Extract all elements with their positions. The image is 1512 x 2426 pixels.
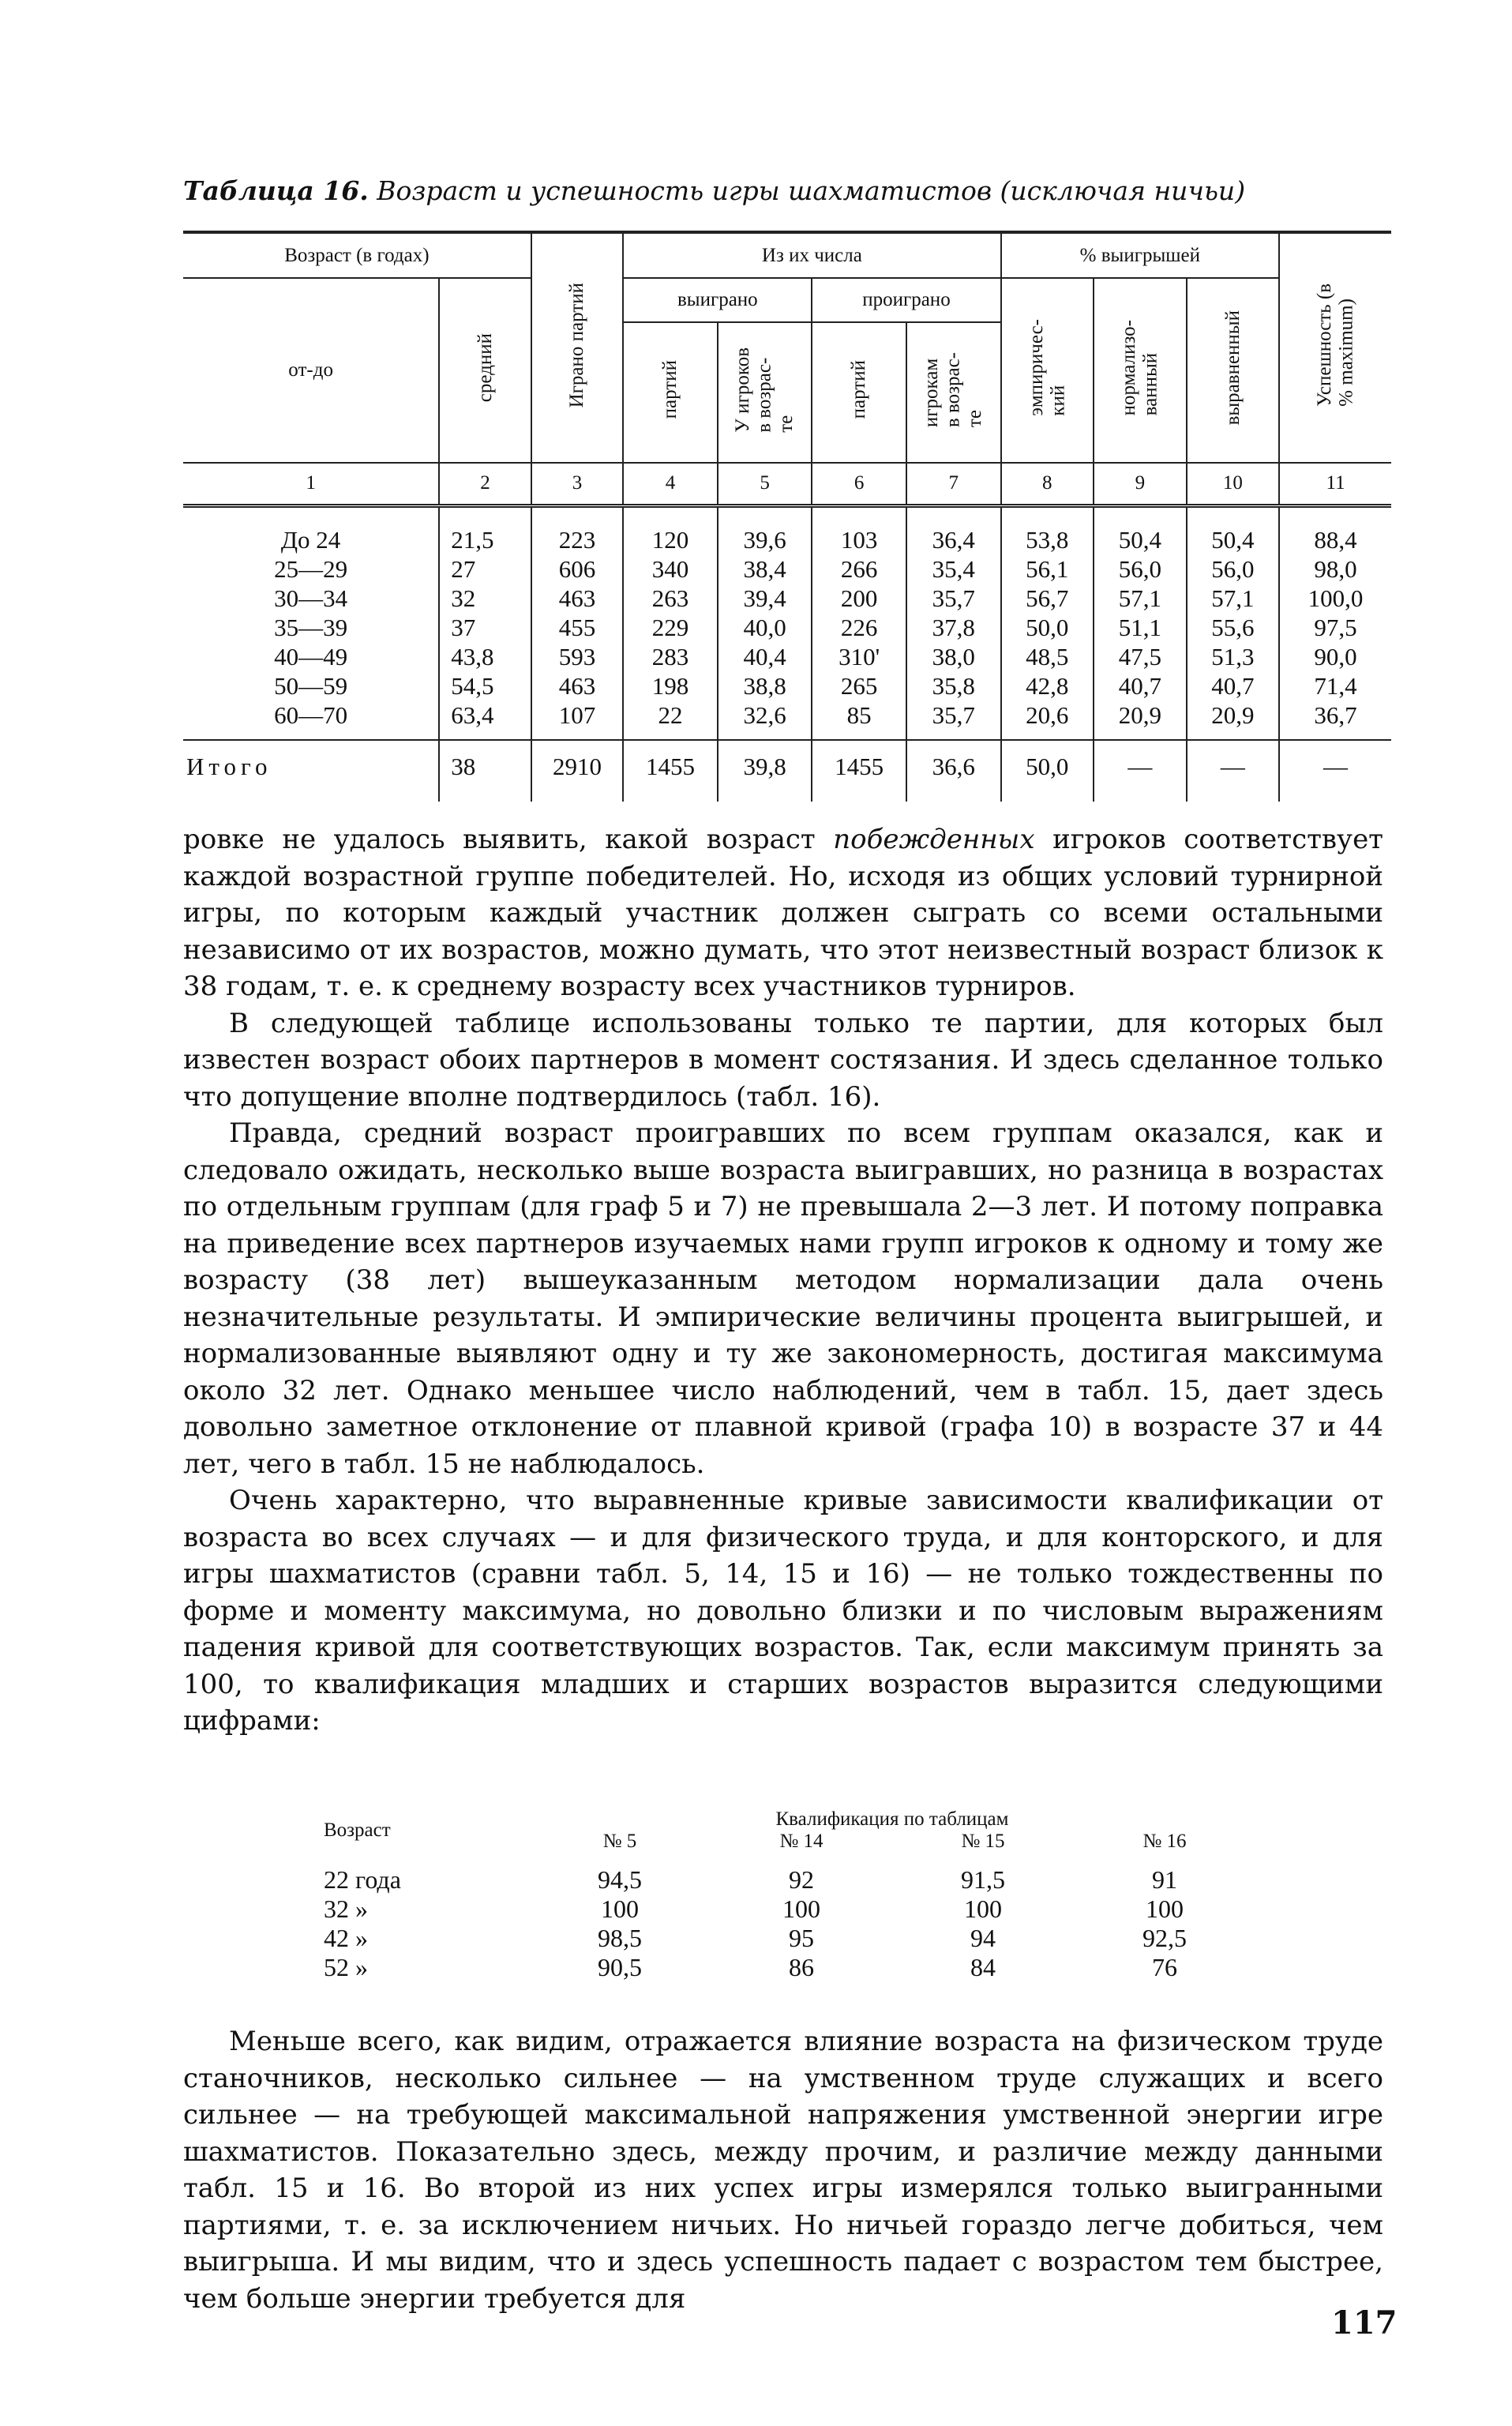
col-number: 5 bbox=[718, 463, 812, 506]
total-cell: 36,6 bbox=[906, 740, 1001, 802]
small-row: 32 » 100 100 100 100 bbox=[324, 1895, 1184, 1923]
table-title: Возраст и успешность игры шахматистов (исключая ничьи) bbox=[377, 175, 1246, 206]
header-games-played: Игрaно партий bbox=[531, 232, 624, 463]
small-col-header: № 16 bbox=[1142, 1831, 1187, 1852]
lost-age: 36,4 35,4 35,7 37,8 38,0 35,8 35,7 bbox=[906, 506, 1001, 741]
paragraph: Очень характерно, что выравненные кривые зависимости квалификации от возраста во всех случаях — и для физического труда, и для конторского, и для игры шахматистов (сравни табл. 5, 14, 15 и 16) — не только тождественны по форме и моменту максимума, но довольно близки и по числовым выражениям падения кривой для соответствующих возрастов. Так, если максимум принять за 100, то квалификация младших и старших возрастов выразится следующими цифрами: bbox=[183, 1485, 1383, 1737]
small-col-header: № 5 bbox=[602, 1831, 637, 1852]
paragraph: В следующей таблице использованы только те партии, для которых был известен возраст обоих партнеров в момент состязания. И здесь сделанное только что допущение вполне подтвердилось (табл. 16). bbox=[183, 1007, 1383, 1113]
header-lost-games: партий bbox=[812, 322, 906, 463]
table-label: Таблица 16. bbox=[183, 175, 369, 206]
header-lost: проиграно bbox=[812, 278, 1000, 322]
total-row bbox=[183, 740, 1391, 802]
total-label: Итого bbox=[183, 740, 439, 802]
col-number: 3 bbox=[531, 463, 624, 506]
header-success: Успешность (в % maximum) bbox=[1279, 232, 1391, 463]
total-cell: 2910 bbox=[531, 740, 624, 802]
header-won-games: партий bbox=[623, 322, 718, 463]
total-cell: — bbox=[1094, 740, 1187, 802]
col-number: 11 bbox=[1279, 463, 1391, 506]
total-cell: 1455 bbox=[623, 740, 718, 802]
qualification-table bbox=[324, 1808, 1255, 1982]
total-cell: — bbox=[1279, 740, 1391, 802]
table-caption bbox=[183, 175, 1383, 206]
header-lost-age: игрокам в возрас- те bbox=[906, 322, 1001, 463]
header-normalized: нормализо- ванный bbox=[1094, 278, 1187, 463]
col-number: 2 bbox=[439, 463, 531, 506]
won-games: 120 340 263 229 283 198 22 bbox=[623, 506, 718, 741]
col-number: 4 bbox=[623, 463, 718, 506]
header-empirical: эмпиричес- кий bbox=[1001, 278, 1094, 463]
col-number: 7 bbox=[906, 463, 1001, 506]
body-text-upper bbox=[183, 821, 1383, 1740]
body-text-lower bbox=[183, 2023, 1383, 2317]
header-average: средний bbox=[439, 278, 531, 463]
games-played: 223 606 463 455 593 463 107 bbox=[531, 506, 624, 741]
small-group-header: Квалификация по таблицам bbox=[775, 1808, 1009, 1830]
paragraph: Правда, средний возраст проигравших по всем группам оказался, как и следовало ожидать, несколько выше возраста выигравших, но разница в возрастах по отдельным группам (для граф 5 и 7) не превышала 2—3 лет. И потому поправка на приведение всех партнеров изучаемых нами групп игроков к одному и тому же возрасту (38 лет) вышеуказанным методом нормализации дала очень незначительные результаты. И эмпирические величины процента выигрышей, и нормализованные выявляют одну и ту же закономерность, достигая максимума около 32 лет. Однако меньшее число наблюдений, чем в табл. 15, дает здесь довольно заметное отклонение от плавной кривой (графа 10) в возрасте 37 и 44 лет, чего в табл. 15 не наблюдалось. bbox=[183, 1117, 1383, 1480]
col-number: 9 bbox=[1094, 463, 1187, 506]
small-col-header: № 15 bbox=[961, 1831, 1005, 1852]
age-ranges: До 24 25—29 30—34 35—39 40—49 50—59 60—70 bbox=[183, 506, 439, 741]
won-age: 39,6 38,4 39,4 40,0 40,4 38,8 32,6 bbox=[718, 506, 812, 741]
col-number: 1 bbox=[183, 463, 439, 506]
header-won: выиграно bbox=[623, 278, 812, 322]
small-age-header: Возраст bbox=[324, 1820, 391, 1841]
total-cell: 38 bbox=[439, 740, 531, 802]
total-cell: — bbox=[1187, 740, 1280, 802]
success-pct: 88,4 98,0 100,0 97,5 90,0 71,4 36,7 bbox=[1279, 506, 1391, 741]
normalized-pct: 50,4 56,0 57,1 51,1 47,5 40,7 20,9 bbox=[1094, 506, 1187, 741]
small-row: 42 » 98,5 95 94 92,5 bbox=[324, 1924, 1187, 1952]
paragraph: ровке не удалось выявить, какой возраст побежденных игроков соответствует каждой возрастной группе победителей. Но, исходя из общих условий турнирной игры, по которым каждый участник должен сыграть со всеми остальными независимо от их возрастов, можно думать, что этот неизвестный возраст близок к 38 годам, т. е. к среднему возрасту всех участников турниров. bbox=[183, 824, 1383, 1002]
age-success-table bbox=[183, 231, 1391, 802]
smoothed-pct: 50,4 56,0 57,1 55,6 51,3 40,7 20,9 bbox=[1187, 506, 1280, 741]
header-of-them: Из их числа bbox=[623, 232, 1000, 278]
header-from-to: от-до bbox=[183, 278, 439, 463]
small-col-header: № 14 bbox=[779, 1831, 824, 1852]
header-won-age: У игроков в возрас- те bbox=[718, 322, 812, 463]
page-number: 117 bbox=[1331, 2304, 1398, 2342]
total-cell: 50,0 bbox=[1001, 740, 1094, 802]
lost-games: 103 266 200 226 310' 265 85 bbox=[812, 506, 906, 741]
header-age-group: Возраст (в годах) bbox=[183, 232, 531, 278]
total-cell: 39,8 bbox=[718, 740, 812, 802]
total-cell: 1455 bbox=[812, 740, 906, 802]
header-smoothed: выравненный bbox=[1187, 278, 1280, 463]
avg-ages: 21,5 27 32 37 43,8 54,5 63,4 bbox=[439, 506, 531, 741]
col-number: 10 bbox=[1187, 463, 1280, 506]
paragraph: Меньше всего, как видим, отражается влияние возраста на физическом труде станочников, несколько сильнее — на умственном труде служащих и всего сильнее — на требующей максимальной напряжения умственной энергии игре шахматистов. Показательно здесь, между прочим, и различие между данными табл. 15 и 16. Во второй из них успех игры измерялся только выигранными партиями, т. е. за исключением ничьих. Но ничьей гораздо легче добиться, чем выигрыша. И мы видим, что и здесь успешность падает с возрастом тем быстрее, чем больше энергии требуется для bbox=[183, 2026, 1383, 2315]
small-row: 52 » 90,5 86 84 76 bbox=[324, 1953, 1177, 1981]
col-number: 6 bbox=[812, 463, 906, 506]
header-pct-wins: % выигрышей bbox=[1001, 232, 1280, 278]
col-number: 8 bbox=[1001, 463, 1094, 506]
small-row: 22 года 94,5 92 91,5 91 bbox=[324, 1865, 1177, 1894]
empirical-pct: 53,8 56,1 56,7 50,0 48,5 42,8 20,6 bbox=[1001, 506, 1094, 741]
